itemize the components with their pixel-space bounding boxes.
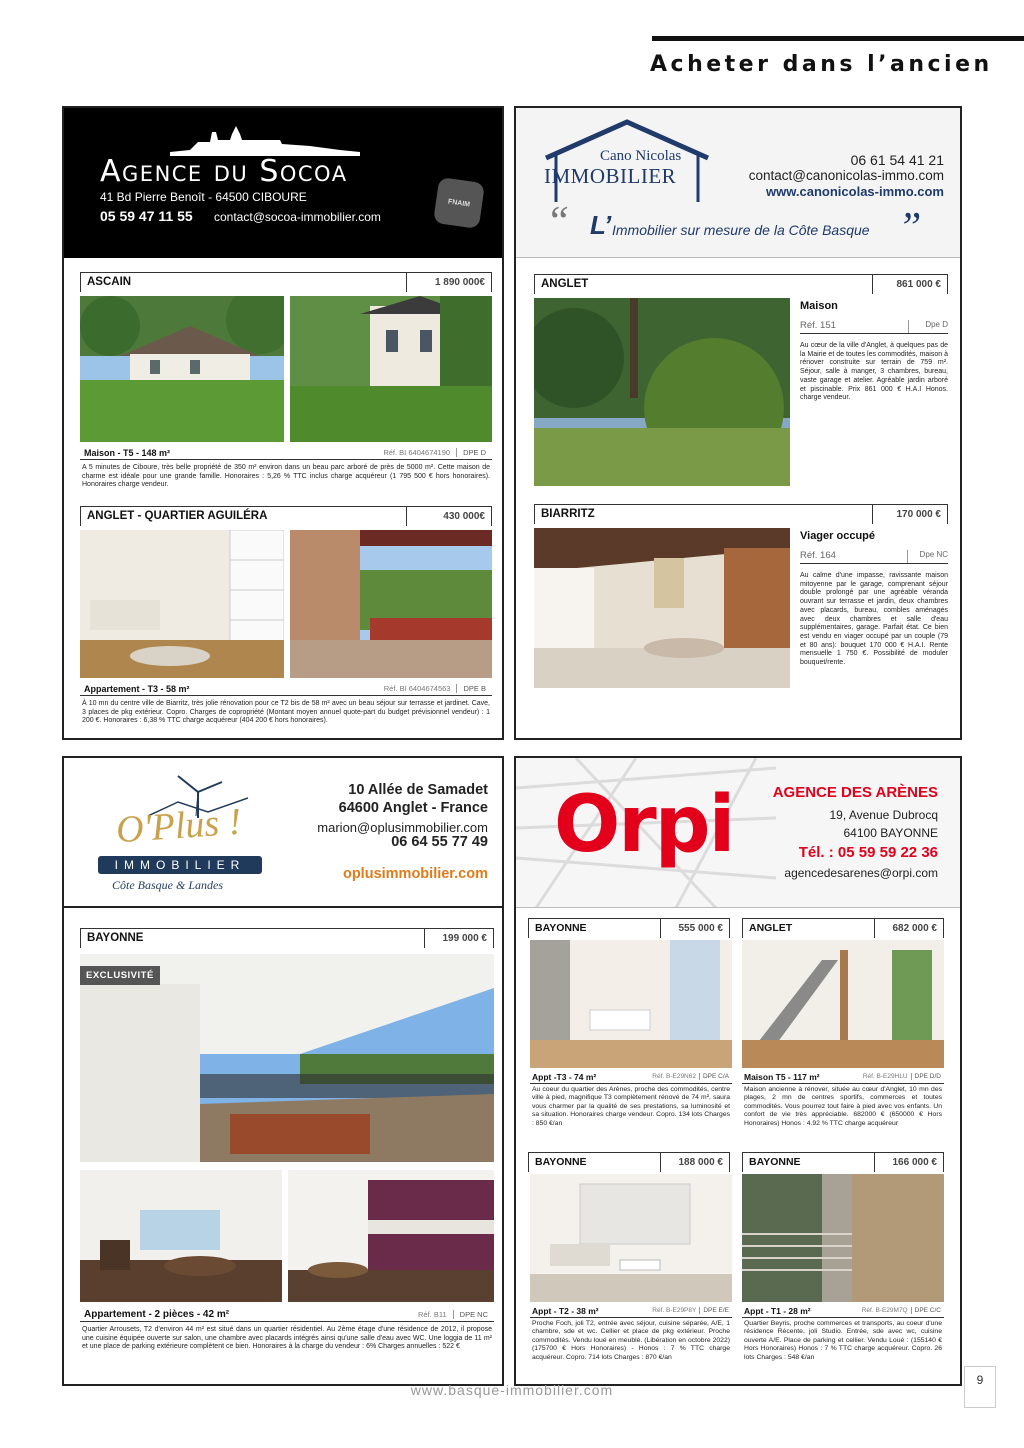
cano-website[interactable]: www.canonicolas-immo.com [766,184,944,199]
cano-panel [514,106,962,740]
socoa-ad-banner [64,108,502,258]
listing-price: 861 000 € [872,274,948,294]
listing-title-bar [528,918,730,938]
footer-website[interactable]: www.basque-immobilier.com [410,1382,614,1398]
socoa-agency-name: Agence du Socoa [100,154,348,189]
listing-description: Quartier Beyris, proche commerces et transports, au coeur d'une résidence Récente, joli Studio. Entrée, sde avec wc, cuisine ouverte A/E. Place de parking et cellier. Vendu Loué : (155140 € Hors Honoraires) Honos : 7 % TTC charge acquéreur. Copro. 26 lots Charges : 548 €/an [744,1320,942,1361]
cano-tagline [546,199,946,251]
listing-location: ANGLET [742,918,874,938]
listing-photo-loggia-view [80,954,494,1162]
orpi-logo: Orpi [554,780,734,870]
oplus-panel [62,756,504,1386]
listing-location: ANGLET - QUARTIER AGUILÉRA [80,506,406,526]
oplus-website[interactable]: oplusimmobilier.com [342,866,488,882]
listing-dpe: Dpe D [908,320,948,333]
listing-description: À 10 mn du centre ville de Biarritz, très jolie rénovation pour ce T2 bis de 58 m² avec un beau séjour sur terrasse et jardinet. Cave, 3 places de pkg extérieur. Copro. Charges de copropriété (Montant moyen annuel quote-part du budget prévisionnel vendeur) : 1 200 €. Honoraires : 6,38 % TTC charge acquéreur (404 200 € hors honoraires). [82,700,490,725]
listing-price: 555 000 € [660,918,730,938]
listing-ref: Réf. BI 6404674563 [383,684,451,693]
listing-subheader [742,1070,944,1084]
listing-ref: Réf. BI 6404674190 [383,448,451,457]
listing-subheader [80,446,492,460]
listing-description: A 5 minutes de Ciboure, très belle propriété de 350 m² environ dans un beau parc arboré de près de 5000 m². Cette maison de charme est idéale pour une grande famille. Honoraires : 5,26 % TTC inclus charge acquéreur (1 795 500 € hors honoraires). Honoraires charge vendeur. [82,464,490,489]
fnaim-badge [433,177,485,229]
exclusivity-badge: EXCLUSIVITÉ [80,966,160,985]
listing-type: Appt - T1 - 28 m² [744,1305,811,1316]
listing-photo-studio-lounge [530,1174,732,1302]
listing-description: Au cœur de la ville d'Anglet, à quelques pas de la Mairie et de toutes les commodités, maison à rénover construite sur terrain de 759 m². Séjour, salle à manger, 3 chambres, bureau, vaste garage et atelier. Agréable jardin arboré et piscinable. Prix 861 000 € H.A.I Honos. charge vendeur. [800,342,948,402]
listing-title-bar [80,272,492,292]
listing-location: BAYONNE [80,928,424,948]
listing-title-bar [80,506,492,526]
oplus-email[interactable]: marion@oplusimmobilier.com [317,820,488,835]
listing-photo-garden [534,298,790,486]
listing-title-bar [742,1152,944,1172]
listing-price: 1 890 000€ [406,272,492,292]
listing-photo-dining [80,1170,282,1302]
oplus-address-line1: 10 Allée de Samadet [348,782,488,798]
listing-location: ANGLET [534,274,872,294]
listing-ref: Réf. B-E29HLU [862,1073,908,1080]
listing-dpe: DPE E/E [699,1307,732,1314]
quote-close-icon: ” [898,205,922,251]
listing-type: Maison - T5 - 148 m² [84,447,171,458]
listing-type: Appt - T2 - 38 m² [532,1305,599,1316]
listing-type: Maison T5 - 117 m² [744,1071,820,1082]
fnaim-badge-label: FNAIM [447,197,471,209]
listing-title-bar [534,274,948,294]
listing-title-bar [742,918,944,938]
listing-subheader [80,682,492,696]
listing-price: 170 000 € [872,504,948,524]
listing-subheader [530,1070,732,1084]
oplus-address-line2: 64600 Anglet - France [338,800,488,816]
listing-type: Appartement - 2 pièces - 42 m² [84,1309,230,1320]
listing-photo-house-garden [80,296,284,442]
listing-subheader [530,1304,732,1318]
socoa-address: 41 Bd Pierre Benoît - 64500 CIBOURE [100,190,307,204]
listing-dpe: DPE B [456,684,492,693]
listing-description: Au coeur du quartier des Arènes, proche des commodités, centre ville à pied, magnifique T3 complètement rénové de 74 m², saura vous charmer par la qualité de ses prestations, sa luminosité et sa situation. Honoraires charge vendeur. Copro. 134 lots Charges : 850 €/an [532,1086,730,1127]
listing-photo-kitchen [288,1170,494,1302]
listing-ref: Réf. B-E29N62 [652,1073,696,1080]
listing-ref: Réf. B11 [418,1310,447,1319]
oplus-logo-band: IMMOBILIER [98,856,262,874]
listing-location: ASCAIN [80,272,406,292]
listing-location: BAYONNE [742,1152,874,1172]
listing-ref-row [800,320,948,334]
listing-dpe: Dpe NC [907,550,948,563]
listing-price: 199 000 € [424,928,494,948]
orpi-agency-name: AGENCE DES ARÈNES [772,784,938,801]
oplus-logo: O'Plus ! [114,800,243,852]
listing-location: BAYONNE [528,1152,660,1172]
listing-type: Viager occupé [800,530,875,542]
listing-type: Appt -T3 - 74 m² [532,1071,597,1082]
listing-photo-terrace [290,530,492,678]
listing-subheader [80,1308,494,1322]
orpi-email[interactable]: agencedesarenes@orpi.com [784,866,938,880]
socoa-panel [62,106,504,740]
header-rule [652,36,1024,41]
cano-logo-main: IMMOBILIER [544,164,677,188]
listing-price: 682 000 € [874,918,944,938]
orpi-phone[interactable]: Tél. : 05 59 59 22 36 [798,844,938,861]
listing-photo-living-room [80,530,284,678]
listing-description: Au calme d'une impasse, ravissante maison mitoyenne par le garage, comprenant séjour double prolongé par une agréable véranda ouvrant sur terrasse et jardin, deux chambres avec placards, bureau, combles aménagés avec deux chambres et salle d'eau supplémentaires, garage. Parfait état. Ce bien est vendu en viager occupé par un couple (79 et 80 ans): bouquet 170 000 € H.A.I. Rente mensuelle 1 750 €. Possibilité de moduler bouquet/rente. [800,572,948,667]
listing-ref: Réf. 151 [800,320,836,331]
listing-photo-wood-cladding [742,1174,944,1302]
listing-ref: Réf. 164 [800,550,836,561]
listing-photo-apartment [530,940,732,1068]
oplus-logo-sub: Côte Basque & Landes [112,878,223,892]
listing-ref-row [800,550,948,564]
listing-description: Maison ancienne à rénover, située au cœur d'Anglet, 10 mn des plages, 2 mn de centres sportifs, commerces et toutes commodités. Vous pourrez tout faire à pied avec vos enfants. Un confort de vie très appréciable. 682000 € (650000 € Hors Honoraires) Honos : 4.92 % TTC charge acquéreur [744,1086,942,1127]
listing-type: Maison [800,300,838,312]
listing-description: Proche Foch, joli T2, entrée avec séjour, cuisine séparée, A/E, 1 chambre, sde et wc. Cellier et place de pkg extérieur. Proche commodités. Vendu loué en meublé. (Libération en octobre 2022) (175700 € Hors Honoraires) - Honos : 7 % TTC charge acquéreur. Copro. 714 lots Charges : 870 €/an [532,1320,730,1361]
listing-ref: Réf. B-E29P8Y [652,1307,697,1314]
orpi-city: 64100 BAYONNE [843,826,938,840]
listing-price: 166 000 € [874,1152,944,1172]
socoa-email[interactable]: contact@socoa-immobilier.com [214,210,381,224]
listing-title-bar [534,504,948,524]
socoa-phone[interactable]: 05 59 47 11 55 [100,208,193,224]
oplus-ad-banner [64,758,502,908]
listing-dpe: DPE C/A [699,1073,732,1080]
listing-photo-staircase [742,940,944,1068]
listing-price: 188 000 € [660,1152,730,1172]
oplus-phone[interactable]: 06 64 55 77 49 [391,834,488,850]
listing-photo-facade [290,296,492,442]
orpi-ad-banner [516,758,960,908]
listing-description: Quartier Arrousets, T2 d'environ 44 m² est situé dans un quartier résidentiel. Au 2ème étage d'une résidence de 2012, il propose une cuisine équipée ouverte sur salon, une chambre avec placards intégrés ainsi qu'une salle d'eau avec WC. Une loggia de 11 m² et une place de parking extérieure complètent ce bien. Honoraires à la charge du vendeur : 6% Charges annuelles : 522 € [82,1326,492,1351]
listing-photo-salon [534,528,790,688]
page-number: 9 [964,1366,996,1408]
quote-open-icon: “ [546,199,570,245]
listing-dpe: DPE NC [453,1310,494,1319]
listing-title-bar [80,928,494,948]
listing-subheader [742,1304,944,1318]
cano-tagline-text: Immobilier sur mesure de la Côte Basque [612,222,870,238]
skyline-logo-icon [170,122,360,156]
listing-title-bar [528,1152,730,1172]
cano-phone[interactable]: 06 61 54 41 21 [850,152,944,168]
listing-dpe: DPE C/C [911,1307,944,1314]
listing-location: BAYONNE [528,918,660,938]
cano-logo-top: Cano Nicolas [600,148,682,164]
listing-dpe: DPE D/D [911,1073,944,1080]
cano-ad-banner [516,108,960,258]
page-section-title: Acheter dans l’ancien [650,52,993,77]
orpi-street: 19, Avenue Dubrocq [829,808,938,822]
listing-location: BIARRITZ [534,504,872,524]
listing-price: 430 000€ [406,506,492,526]
orpi-panel [514,756,962,1386]
cano-email[interactable]: contact@canonicolas-immo.com [748,168,944,183]
listing-ref: Réf. B-E29M7Q [861,1307,908,1314]
listing-dpe: DPE D [456,448,492,457]
listing-type: Appartement - T3 - 58 m² [84,683,190,694]
cano-tagline-l: L’ [590,210,612,240]
